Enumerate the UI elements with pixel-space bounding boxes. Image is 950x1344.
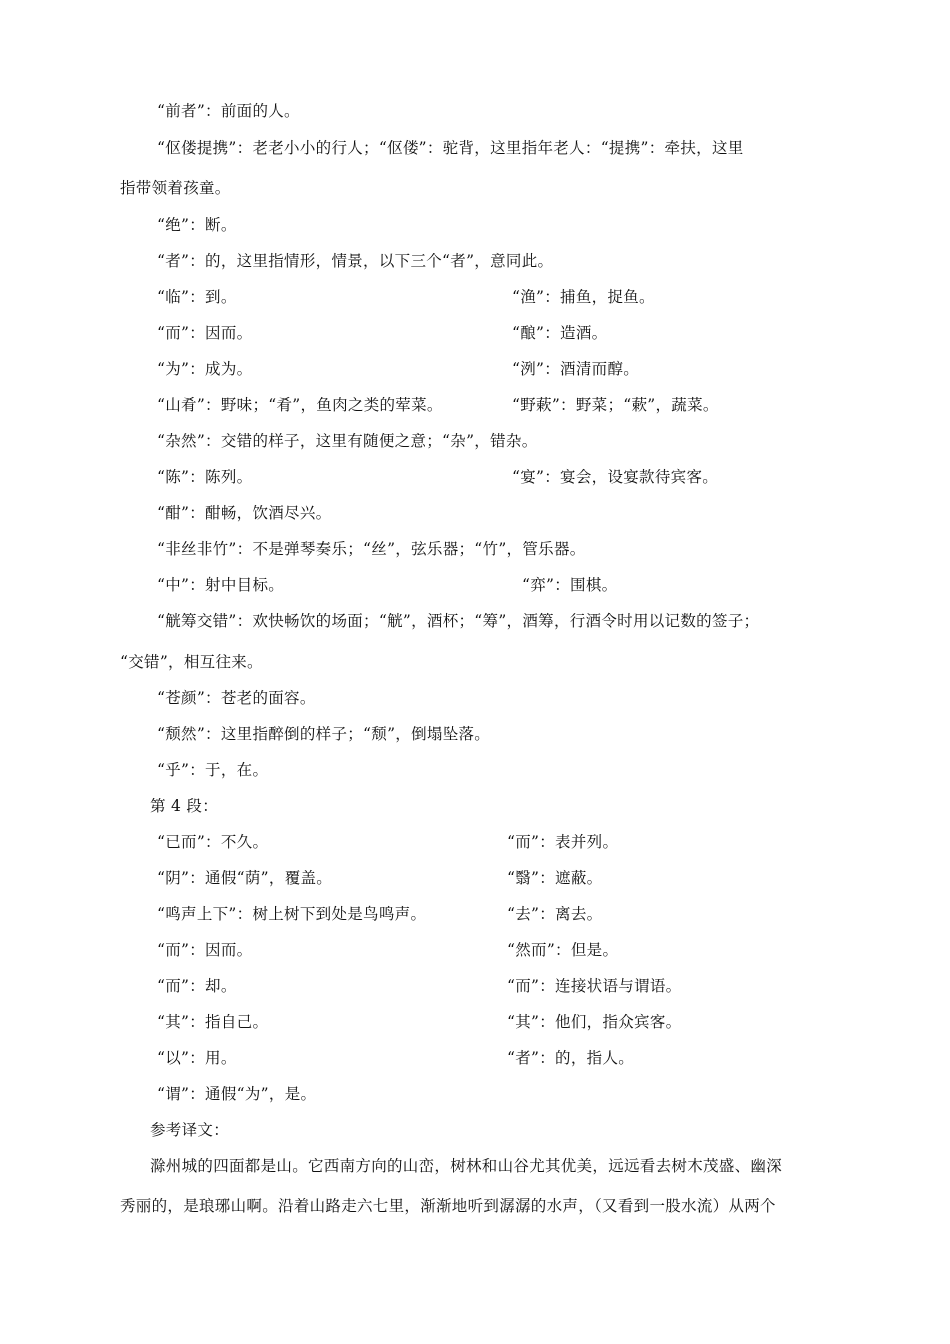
note-left: “已而”：不久。 [157,833,269,851]
translation-line: 滁州城的四面都是山。它西南方向的山峦，树林和山谷尤其优美，远远看去树木茂盛、幽深 [150,1157,783,1175]
note-line: “乎”：于，在。 [157,761,269,779]
note-line: “苍颜”：苍老的面容。 [157,689,316,707]
note-right: “而”：表并列。 [507,833,619,851]
note-left: “而”：却。 [157,977,237,995]
note-right: “去”：离去。 [507,905,603,923]
note-line-continuation: 指带领着孩童。 [120,179,231,197]
note-line: “绝”：断。 [157,216,237,234]
note-line: “非丝非竹”：不是弹琴奏乐；“丝”，弦乐器；“竹”，管乐器。 [157,540,586,558]
note-left: “山肴”：野味；“肴”，鱼肉之类的荤菜。 [157,396,443,414]
note-line: “伛偻提携”：老老小小的行人；“伛偻”：驼背，这里指年老人：“提携”：牵扶，这里 [157,139,744,157]
note-line: “者”：的，这里指情形，情景，以下三个“者”，意同此。 [157,252,554,270]
note-line: “觥筹交错”：欢快畅饮的场面；“觥”，酒杯；“筹”，酒筹，行酒令时用以记数的签子； [157,612,760,630]
note-left: “陈”：陈列。 [157,468,253,486]
note-right: “而”：连接状语与谓语。 [507,977,682,995]
note-left: “临”：到。 [157,288,237,306]
note-line: “谓”：通假“为”，是。 [157,1085,317,1103]
note-line: “酣”：酣畅，饮酒尽兴。 [157,504,332,522]
note-left: “为”：成为。 [157,360,253,378]
note-line-continuation: “交错”，相互往来。 [120,653,263,671]
note-left: “鸣声上下”：树上树下到处是鸟鸣声。 [157,905,427,923]
note-right: “洌”：酒清而醇。 [512,360,640,378]
note-line: “杂然”：交错的样子，这里有随便之意；“杂”，错杂。 [157,432,538,450]
note-right: “野蔌”：野菜；“蔌”，蔬菜。 [512,396,719,414]
note-left: “而”：因而。 [157,941,253,959]
translation-line: 秀丽的，是琅琊山啊。沿着山路走六七里，渐渐地听到潺潺的水声，（又看到一股水流）从两个 [120,1197,776,1215]
section-heading: 第 4 段： [150,797,219,815]
note-right: “弈”：围棋。 [522,576,618,594]
note-right: “渔”：捕鱼，捉鱼。 [512,288,655,306]
note-right: “者”：的，指人。 [507,1049,635,1067]
note-line: “前者”：前面的人。 [157,102,300,120]
section-heading: 参考译文： [150,1121,230,1139]
note-right: “宴”：宴会，设宴款待宾客。 [512,468,719,486]
note-right: “然而”：但是。 [507,941,619,959]
note-right: “翳”：遮蔽。 [507,869,603,887]
note-left: “其”：指自己。 [157,1013,269,1031]
note-left: “以”：用。 [157,1049,237,1067]
note-left: “阴”：通假“荫”，覆盖。 [157,869,333,887]
note-left: “中”：射中目标。 [157,576,285,594]
note-right: “其”：他们，指众宾客。 [507,1013,682,1031]
note-left: “而”：因而。 [157,324,253,342]
note-right: “酿”：造酒。 [512,324,608,342]
note-line: “颓然”：这里指醉倒的样子；“颓”，倒塌坠落。 [157,725,491,743]
